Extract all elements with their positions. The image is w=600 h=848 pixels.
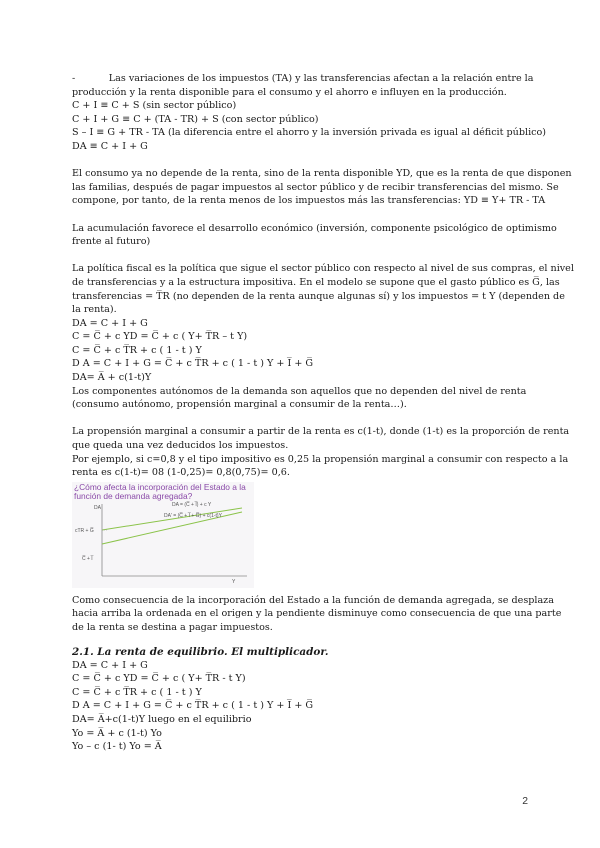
- equation-line: DA ≡ C + I + G: [72, 140, 148, 152]
- equation-line: C = C̅ + c YD = C̅ + c ( Y+ T̅R - t Y): [72, 673, 246, 685]
- text-line: que queda una vez deducidos los impuestos.: [72, 440, 289, 452]
- text-line: las familias, después de pagar impuestos al sector público y de recibir transferencias del mismo. Se: [72, 181, 559, 193]
- intercept-upper-label: cTR + G̅: [75, 527, 94, 534]
- text-line: El consumo ya no depende de la renta, sino de la renta disponible YD, que es la renta de que disponen: [72, 168, 572, 180]
- equation-line: C + I ≡ C + S (sin sector público): [72, 100, 237, 112]
- text-line: de la renta se destina a pagar impuestos.: [72, 622, 273, 633]
- paragraph-consumo: [72, 167, 572, 208]
- text-line: (consumo autónomo, propensión marginal a consumir de la renta…).: [72, 399, 407, 411]
- text-line: compone, por tanto, de la renta menos de los impuestos más las transferencias: YD ≡ Y+ TR - TA: [72, 195, 546, 207]
- equation-line: D A = C + I + G = C̅ + c T̅R + c ( 1 - t ) Y + I̅ + G̅: [72, 700, 314, 712]
- text-line: La propensión marginal a consumir a partir de la renta es c(1-t), donde (1-t) es la proporción de renta: [72, 426, 570, 438]
- text-line: Los componentes autónomos de la demanda son aquellos que no dependen del nivel de renta: [72, 385, 527, 397]
- da-equation: DA = (C̅ + I̅) + c Y: [172, 501, 212, 508]
- page-number: 2: [522, 796, 528, 807]
- page-content: [72, 72, 574, 754]
- paragraph-politica-fiscal: [72, 262, 574, 412]
- paragraph-consecuencia: [72, 594, 562, 635]
- da-prime-line: [102, 508, 242, 530]
- text-line: La política fiscal es la política que sigue el sector público con respecto al nivel de sus compras, el nivel: [72, 263, 574, 275]
- section-title: 2.1. La renta de equilibrio. El multiplicador.: [72, 645, 329, 658]
- figure-title-line: función de demanda agregada?: [74, 491, 193, 502]
- equation-line: C = C̅ + c YD = C̅ + c ( Y+ T̅R – t Y): [72, 331, 248, 343]
- text-line: renta es c(1-t)= 08 (1-0,25)= 0,8(0,75)= 0,6.: [72, 467, 290, 479]
- text-line: - Las variaciones de los impuestos (TA) y las transferencias afectan a la relación entre la: [72, 73, 534, 84]
- text-line: Como consecuencia de la incorporación del Estado a la función de demanda agregada, se desplaza: [72, 594, 554, 606]
- text-line: transferencias = T̅R (no dependen de la renta aunque algunas sí) y los impuestos = t Y (dependen de: [72, 290, 565, 302]
- equation-line: C = C̅ + c T̅R + c ( 1 - t ) Y: [72, 686, 202, 698]
- x-axis-label: Y: [232, 578, 236, 585]
- text-line: Por ejemplo, si c=0,8 y el tipo impositivo es 0,25 la propensión marginal a consumir con respecto a la: [72, 453, 569, 465]
- equation-line: DA = C + I + G: [72, 659, 148, 671]
- paragraph-variaciones: [72, 72, 547, 154]
- equation-line: S – I ≡ G + TR - TA (la diferencia entre el ahorro y la inversión privada es igual al déficit público): [72, 127, 547, 139]
- text-line: frente al futuro): [72, 236, 151, 248]
- text-line: La acumulación favorece el desarrollo económico (inversión, componente psicológico de optimismo: [72, 222, 557, 234]
- equation-line: D A = C + I + G = C̅ + c T̅R + c ( 1 - t ) Y + I̅ + G̅: [72, 358, 314, 370]
- text-line: producción y la renta disponible para el consumo y el ahorro e influyen en la producción.: [72, 86, 507, 98]
- figure-graph: [72, 482, 254, 588]
- demand-figure: [72, 482, 254, 588]
- text-line: de transferencias y a la estructura impositiva. En el modelo se supone que el gasto público es G̅, las: [72, 276, 560, 288]
- text-line: la renta).: [72, 304, 117, 316]
- paragraph-acumulacion: [72, 222, 557, 249]
- text-line: hacia arriba la ordenada en el origen y la pendiente disminuye como consecuencia de que una parte: [72, 608, 562, 620]
- equation-line: C + I + G ≡ C + (TA - TR) + S (con sector público): [72, 113, 319, 125]
- equation-line: DA= A̅+c(1-t)Y luego en el equilibrio: [72, 713, 252, 725]
- y-axis-label: DA: [94, 504, 101, 511]
- equation-line: C = C̅ + c T̅R + c ( 1 - t ) Y: [72, 344, 202, 356]
- equation-line: DA = C + I + G: [72, 317, 148, 329]
- intercept-lower-label: C̅ + I̅: [82, 555, 93, 562]
- paragraph-equilibrio: [72, 659, 527, 754]
- paragraph-propension: [72, 425, 570, 479]
- equation-line: DA= A̅ + c(1-t)Y: [72, 372, 152, 384]
- da-prime-equation: DA' = (C̅ + I̅ + G̅) + c(1-t)Y: [164, 512, 222, 519]
- equation-line: Yo = A̅ + c (1-t) Yo: [72, 727, 162, 739]
- equation-line: Yo – c (1- t) Yo = A̅: [72, 741, 162, 753]
- figure-title-line: ¿Cómo afecta la incorporación del Estado a la: [74, 481, 246, 492]
